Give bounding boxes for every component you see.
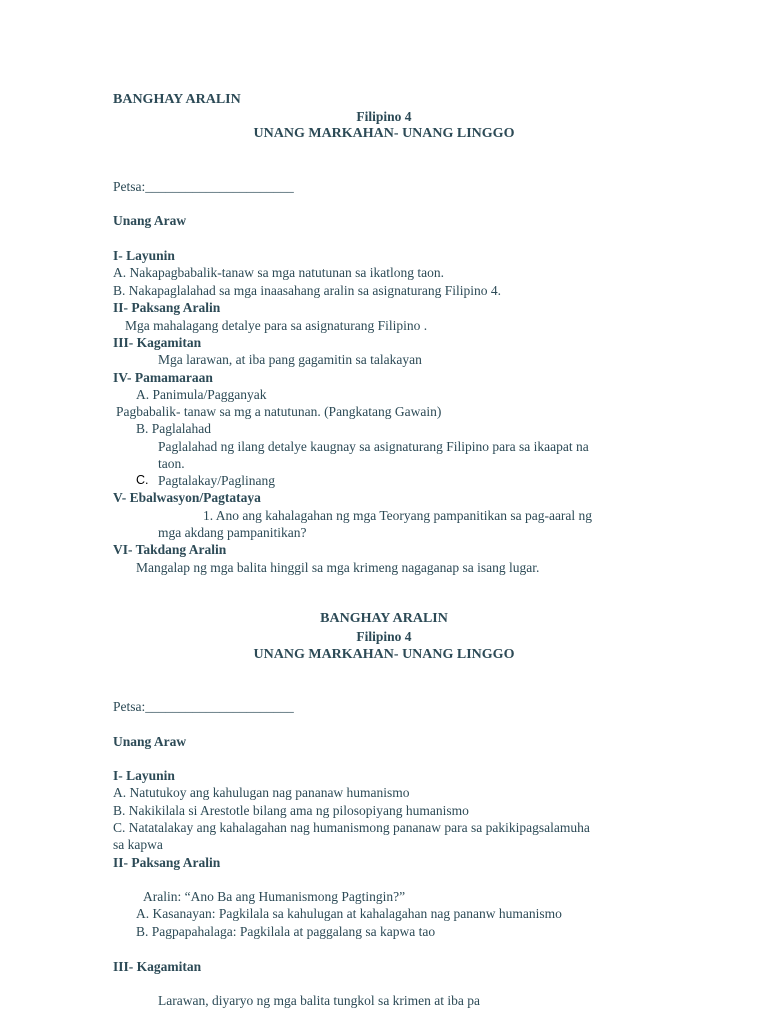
- plan1-section-ebalwasyon: V- Ebalwasyon/Pagtataya: [113, 490, 261, 505]
- plan2-section-kagamitan: III- Kagamitan: [113, 959, 202, 974]
- plan1-pamamaraan-c-letter: C.: [136, 473, 149, 487]
- plan1-date-field: Petsa:______________________: [113, 179, 294, 194]
- plan2-section-paksang-aralin: II- Paksang Aralin: [113, 855, 221, 870]
- plan1-ebalwasyon-q1-cont: mga akdang pampanitikan?: [158, 525, 307, 540]
- plan2-aralin-title: Aralin: “Ano Ba ang Humanismong Pagtingin?”: [143, 889, 406, 904]
- plan1-pamamaraan-a-text: Pagbabalik- tanaw sa mg a natutunan. (Pangkatang Gawain): [116, 404, 442, 419]
- plan1-section-paksang-aralin: II- Paksang Aralin: [113, 300, 221, 315]
- plan2-date-field: Petsa:______________________: [113, 699, 294, 714]
- plan1-section-takdang-aralin: VI- Takdang Aralin: [113, 542, 227, 557]
- plan1-layunin-b: B. Nakapaglalahad sa mga inaasahang aralin sa asignaturang Filipino 4.: [113, 283, 502, 298]
- plan1-subject: Filipino 4: [356, 109, 412, 124]
- plan1-pamamaraan-b-text: Paglalahad ng ilang detalye kaugnay sa asignaturang Filipino para sa ikaapat na: [158, 439, 589, 454]
- plan2-layunin-a: A. Natutukoy ang kahulugan nag pananaw humanismo: [113, 785, 410, 800]
- plan1-paksang-aralin-text: Mga mahalagang detalye para sa asignaturang Filipino .: [125, 318, 428, 333]
- plan2-section-layunin: I- Layunin: [113, 768, 175, 783]
- plan1-pamamaraan-c: Pagtalakay/Paglinang: [158, 473, 275, 488]
- plan2-quarter: UNANG MARKAHAN- UNANG LINGGO: [253, 647, 515, 662]
- plan1-section-layunin: I- Layunin: [113, 248, 175, 263]
- plan2-title: BANGHAY ARALIN: [320, 611, 448, 626]
- plan1-takdang-aralin-text: Mangalap ng mga balita hinggil sa mga krimeng nagaganap sa isang lugar.: [136, 560, 540, 575]
- plan1-pamamaraan-b-text-cont: taon.: [158, 456, 185, 471]
- plan1-pamamaraan-a: A. Panimula/Pagganyak: [136, 387, 267, 402]
- plan1-section-pamamaraan: IV- Pamamaraan: [113, 370, 213, 385]
- plan1-ebalwasyon-q1: 1. Ano ang kahalagahan ng mga Teoryang pampanitikan sa pag-aaral ng: [203, 508, 593, 523]
- plan2-layunin-c-cont: sa kapwa: [113, 837, 163, 852]
- plan2-paksang-aralin-a: A. Kasanayan: Pagkilala sa kahulugan at kahalagahan nag pananw humanismo: [136, 906, 562, 921]
- plan1-kagamitan-text: Mga larawan, at iba pang gagamitin sa talakayan: [158, 352, 422, 367]
- plan1-layunin-a: A. Nakapagbabalik-tanaw sa mga natutunan sa ikatlong taon.: [113, 265, 445, 280]
- plan2-day-heading: Unang Araw: [113, 734, 187, 749]
- plan1-title: BANGHAY ARALIN: [113, 92, 241, 107]
- plan1-section-kagamitan: III- Kagamitan: [113, 335, 202, 350]
- plan1-pamamaraan-b: B. Paglalahad: [136, 421, 211, 436]
- plan2-subject: Filipino 4: [356, 629, 412, 644]
- plan2-paksang-aralin-b: B. Pagpapahalaga: Pagkilala at paggalang sa kapwa tao: [136, 924, 436, 939]
- plan1-quarter: UNANG MARKAHAN- UNANG LINGGO: [253, 126, 515, 141]
- plan2-kagamitan-text: Larawan, diyaryo ng mga balita tungkol sa krimen at iba pa: [158, 993, 481, 1008]
- plan2-layunin-c: C. Natatalakay ang kahalagahan nag humanismong pananaw para sa pakikipagsalamuha: [113, 820, 590, 835]
- plan1-day-heading: Unang Araw: [113, 213, 187, 228]
- plan2-layunin-b: B. Nakikilala si Arestotle bilang ama ng pilosopiyang humanismo: [113, 803, 469, 818]
